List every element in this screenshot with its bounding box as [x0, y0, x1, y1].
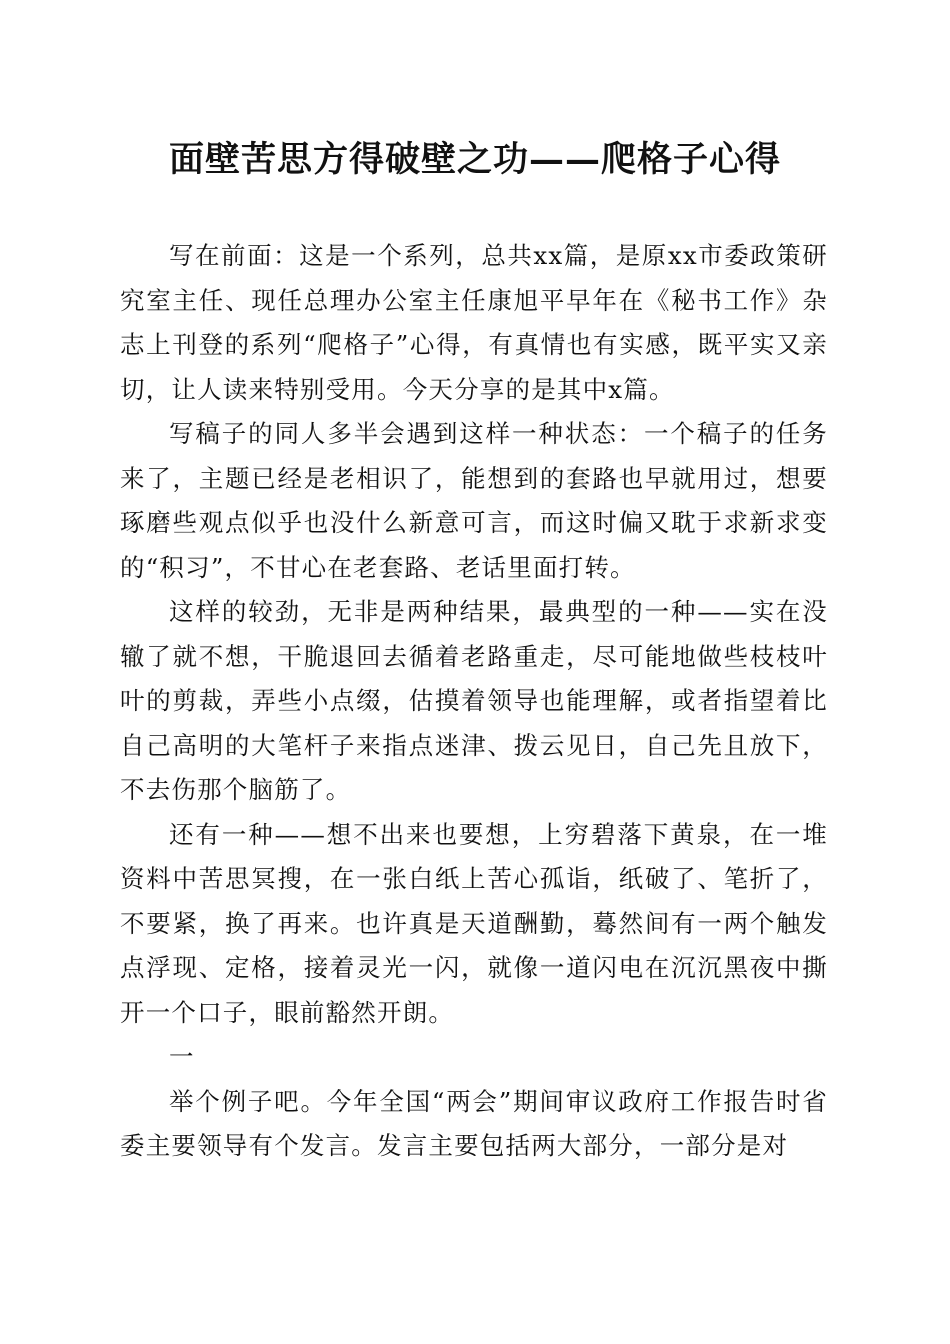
paragraph-first-result: 这样的较劲，无非是两种结果，最典型的一种——实在没辙了就不想，干脆退回去循着老路重走，尽可能地做些枝枝叶叶的剪裁，弄些小点缀，估摸着领导也能理解，或者指望着比自己高明的大笔杆子来指点迷津、拨云见日，自己先且放下，不去伤那个脑筋了。 [120, 597, 828, 804]
paragraph-second-result: 还有一种——想不出来也要想，上穷碧落下黄泉，在一堆资料中苦思冥搜，在一张白纸上苦心孤诣，纸破了、笔折了，不要紧，换了再来。也许真是天道酬勤，蓦然间有一两个触发点浮现、定格，接着灵光一闪，就像一道闪电在沉沉黑夜中撕开一个口子，眼前豁然开朗。 [120, 819, 828, 1027]
paragraph-intro: 写在前面：这是一个系列，总共xx篇，是原xx市委政策研究室主任、现任总理办公室主任康旭平早年在《秘书工作》杂志上刊登的系列“爬格子”心得，有真情也有实感，既平实又亲切，让人读来特别受用。今天分享的是其中x篇。 [120, 241, 828, 404]
paragraph-example: 举个例子吧。今年全国“两会”期间审议政府工作报告时省委主要领导有个发言。发言主要包括两大部分，一部分是对 [120, 1086, 828, 1160]
document-title: 面壁苦思方得破壁之功——爬格子心得 [168, 139, 781, 180]
document-body [120, 234, 828, 1169]
paragraph-writing-state: 写稿子的同人多半会遇到这样一种状态：一个稿子的任务来了，主题已经是老相识了，能想到的套路也早就用过，想要琢磨些观点似乎也没什么新意可言，而这时偏又耽于求新求变的“积习”，不甘心在老套路、老话里面打转。 [120, 419, 828, 582]
section-number: 一 [169, 1042, 195, 1071]
